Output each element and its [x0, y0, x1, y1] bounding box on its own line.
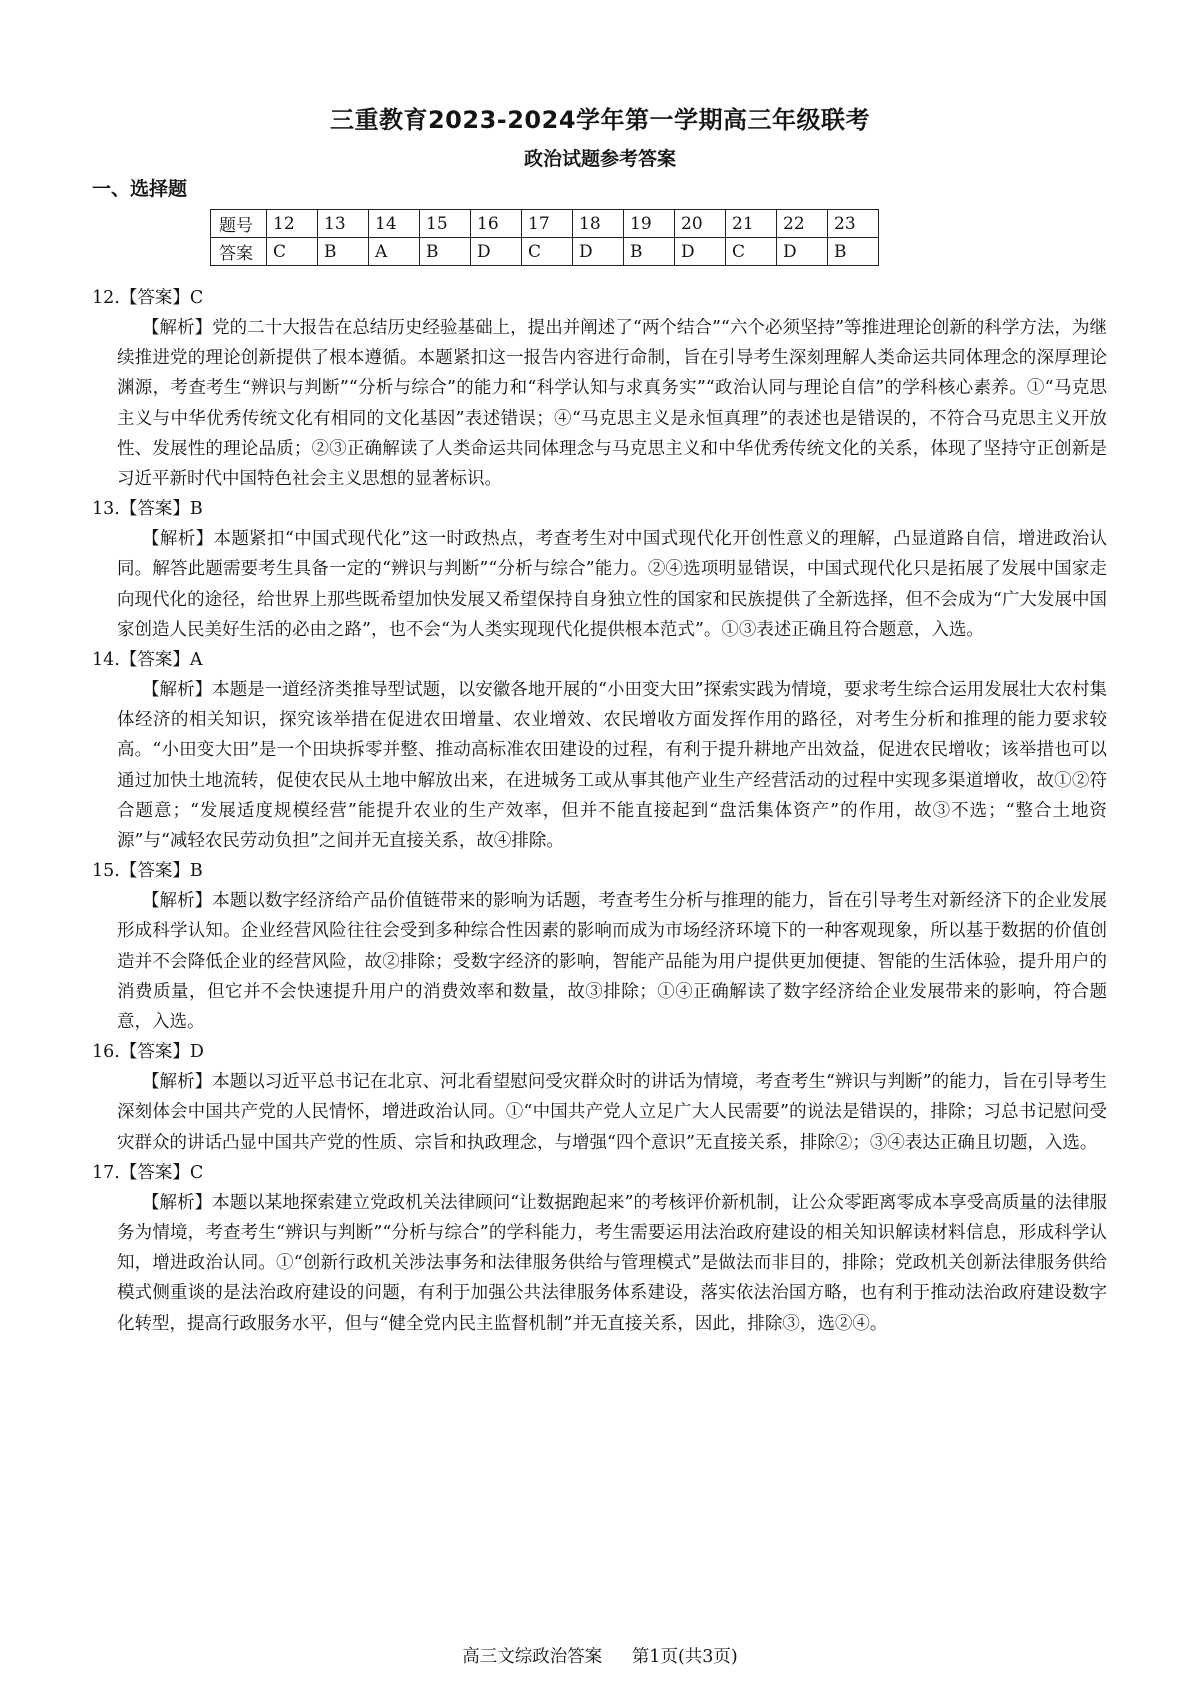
- question-17-answer: 17.【答案】C: [92, 1162, 204, 1183]
- page-title: 三重教育2023-2024学年第一学期高三年级联考: [329, 106, 871, 134]
- question-16-answer: 16.【答案】D: [92, 1042, 204, 1063]
- table-cell-number: 17: [522, 210, 573, 238]
- question-12-analysis: 【解析】党的二十大报告在总结历史经验基础上，提出并阐述了“两个结合”“六个必须坚持”等推进理论创新的科学方法，为继续推进党的理论创新提供了根本遵循。本题紧扣这一报告内容进行命制，旨在引导考生深刻理解人类命运共同体理念的深厚理论渊源，考查考生“辨识与判断”“分析与综合”的能力和“科学认知与求真务实”“政治认同与理论自信”的学科核心素养。①“马克思主义与中华优秀传统文化有相同的文化基因”表述错误；④“马克思主义是永恒真理”的表述也是错误的，不符合马克思主义开放性、发展性的理论品质；②③正确解读了人类命运共同体理念与马克思主义和中华优秀传统文化的关系，体现了坚持守正创新是习近平新时代中国特色社会主义思想的显著标识。: [117, 318, 1107, 490]
- table-cell-answer: C: [522, 238, 573, 266]
- question-14-analysis: 【解析】本题是一道经济类推导型试题，以安徽各地开展的“小田变大田”探索实践为情境，要求考生综合运用发展壮大农村集体经济的相关知识，探究该举措在促进农田增量、农业增效、农民增收方面发挥作用的路径，对考生分析和推理的能力要求较高。“小田变大田”是一个田块拆零并整、推动高标准农田建设的过程，有利于提升耕地产出效益，促进农民增收；该举措也可以通过加快土地流转，促使农民从土地中解放出来，在进城务工或从事其他产业生产经营活动的过程中实现多渠道增收，故①②符合题意；“发展适度规模经营”能提升农业的生产效率，但并不能直接起到“盘活集体资产”的作用，故③不选；“整合土地资源”与“减轻农民劳动负担”之间并无直接关系，故④排除。: [117, 680, 1107, 852]
- table-cell-number: 18: [573, 210, 624, 238]
- table-cell-number: 15: [420, 210, 471, 238]
- table-cell-answer: C: [726, 238, 777, 266]
- table-cell-answer: D: [777, 238, 828, 266]
- table-cell-number: 23: [828, 210, 879, 238]
- table-cell-number: 13: [318, 210, 369, 238]
- table-header-number: 题号: [211, 210, 267, 238]
- question-15-analysis: 【解析】本题以数字经济给产品价值链带来的影响为话题，考查考生分析与推理的能力，旨在引导考生对新经济下的企业发展形成科学认知。企业经营风险往往会受到多种综合性因素的影响而成为市场经济环境下的一种客观现象，所以基于数据的价值创造并不会降低企业的经营风险，故②排除；受数字经济的影响，智能产品能为用户提供更加便捷、智能的生活体验，提升用户的消费质量，但它并不会快速提升用户的消费效率和数量，故③排除；①④正确解读了数字经济给企业发展带来的影响，符合题意，入选。: [117, 891, 1107, 1033]
- table-cell-answer: B: [420, 238, 471, 266]
- footer-page-number: 第1页(共3页): [631, 1647, 738, 1667]
- table-cell-answer: B: [624, 238, 675, 266]
- question-17-analysis: 【解析】本题以某地探索建立党政机关法律顾问“让数据跑起来”的考核评价新机制，让公众零距离零成本享受高质量的法律服务为情境，考查考生“辨识与判断”“分析与综合”的学科能力，考生需要运用法治政府建设的相关知识解读材料信息，形成科学认知，增进政治认同。①“创新行政机关涉法事务和法律服务供给与管理模式”是做法而非目的，排除；党政机关创新法律服务供给模式侧重谈的是法治政府建设的问题，有利于加强公共法律服务体系建设，落实依法治国方略，也有利于推动法治政府建设数字化转型，提高行政服务水平，但与“健全党内民主监督机制”并无直接关系，因此，排除③，选②④。: [117, 1192, 1107, 1334]
- table-cell-answer: D: [471, 238, 522, 266]
- table-cell-number: 22: [777, 210, 828, 238]
- page-subtitle: 政治试题参考答案: [523, 148, 676, 170]
- table-cell-answer: D: [675, 238, 726, 266]
- table-cell-number: 19: [624, 210, 675, 238]
- question-16-analysis: 【解析】本题以习近平总书记在北京、河北看望慰问受灾群众时的讲话为情境，考查考生“辨识与判断”的能力，旨在引导考生深刻体会中国共产党的人民情怀，增进政治认同。①“中国共产党人立足广大人民需要”的说法是错误的，排除；习总书记慰问受灾群众的讲话凸显中国共产党的性质、宗旨和执政理念，与增强“四个意识”无直接关系，排除②；③④表达正确且切题，入选。: [117, 1072, 1107, 1153]
- answer-table-number-row: [211, 210, 879, 238]
- table-cell-number: 12: [267, 210, 318, 238]
- table-cell-number: 21: [726, 210, 777, 238]
- answer-table: [210, 209, 879, 266]
- table-cell-answer: A: [369, 238, 420, 266]
- answer-explanations: [92, 283, 1112, 1339]
- table-cell-number: 14: [369, 210, 420, 238]
- table-cell-number: 20: [675, 210, 726, 238]
- section-heading: 一、选择题: [92, 178, 188, 200]
- table-cell-answer: B: [318, 238, 369, 266]
- question-14-answer: 14.【答案】A: [92, 650, 203, 671]
- question-15-answer: 15.【答案】B: [92, 861, 203, 882]
- table-cell-answer: B: [828, 238, 879, 266]
- question-13-analysis: 【解析】本题紧扣“中国式现代化”这一时政热点，考查考生对中国式现代化开创性意义的理解，凸显道路自信，增进政治认同。解答此题需要考生具备一定的“辨识与判断”“分析与综合”能力。②④选项明显错误，中国式现代化只是拓展了发展中国家走向现代化的途径，给世界上那些既希望加快发展又希望保持自身独立性的国家和民族提供了全新选择，但不会成为“广大发展中国家创造人民美好生活的必由之路”，也不会“为人类实现现代化提供根本范式”。①③表述正确且符合题意，入选。: [117, 529, 1107, 640]
- question-12-answer: 12.【答案】C: [92, 288, 204, 308]
- question-13-answer: 13.【答案】B: [92, 499, 203, 520]
- table-cell-number: 16: [471, 210, 522, 238]
- footer-subject: 高三文综政治答案: [462, 1647, 603, 1667]
- page-footer: [0, 1643, 1200, 1668]
- table-cell-answer: C: [267, 238, 318, 266]
- table-cell-answer: D: [573, 238, 624, 266]
- table-header-answer: 答案: [211, 238, 267, 266]
- answer-table-answer-row: [211, 238, 879, 266]
